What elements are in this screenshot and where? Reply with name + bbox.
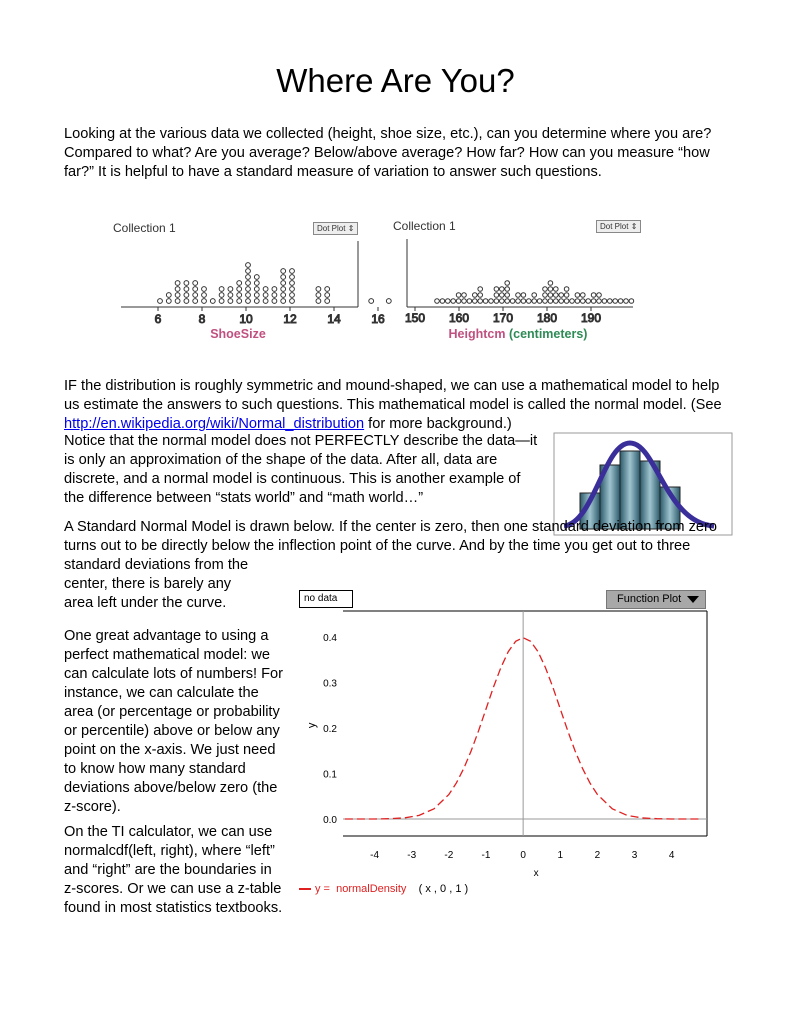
height-dot (456, 293, 461, 298)
height-dot (494, 293, 499, 298)
intro-paragraph: Looking at the various data we collected (height, shoe size, etc.), can you determine where you are? Compared to what? Are you average? Below/above average? How far? How can you measure “how far?” It is helpful to have a standard measure of variation to answer such questions. (64, 126, 712, 180)
shoesize-dot (281, 299, 286, 304)
height-dot (591, 293, 596, 298)
shoesize-dot (386, 299, 391, 304)
function-plot-panel (299, 590, 708, 895)
height-dot (554, 293, 559, 298)
shoesize-dot (281, 281, 286, 286)
y-tick-label: 0.4 (323, 633, 337, 645)
y-tick-label: 0.2 (323, 724, 337, 736)
height-dot (516, 299, 521, 304)
no-data-label: no data (299, 590, 353, 608)
standard-normal-paragraph-end: center, there is barely any area left under the curve. (64, 576, 232, 611)
height-dot (483, 299, 488, 304)
height-dot (613, 299, 618, 304)
x-tick-label: -3 (407, 850, 417, 861)
shoesize-dot (254, 299, 259, 304)
shoesize-dot (246, 275, 251, 280)
shoesize-dot (237, 281, 242, 286)
shoesize-dot (272, 287, 277, 292)
height-dot (500, 293, 505, 298)
shoesize-dot (219, 287, 224, 292)
shoesize-dot (193, 293, 198, 298)
height-dotplot (393, 217, 643, 344)
height-dot (473, 293, 478, 298)
shoesize-dot (246, 281, 251, 286)
height-dot (478, 299, 483, 304)
plot-type-dropdown[interactable]: Dot Plot ⇕ (596, 220, 641, 233)
shoesize-dot (237, 293, 242, 298)
height-dot (564, 293, 569, 298)
shoesize-tick-label: 14 (327, 312, 341, 326)
shoesize-dot (184, 293, 189, 298)
height-dot (494, 299, 499, 304)
height-dot (586, 299, 591, 304)
shoesize-dot (237, 287, 242, 292)
x-tick-label: 3 (631, 850, 638, 861)
height-tick-label: 170 (492, 311, 514, 325)
height-tick-label: 150 (404, 311, 426, 325)
height-dot (554, 287, 559, 292)
y-tick-label: 0.3 (323, 678, 337, 690)
shoesize-tick-label: 10 (239, 312, 253, 326)
height-dot (467, 299, 472, 304)
y-tick-label: 0.0 (323, 815, 337, 826)
shoesize-dot (290, 269, 295, 274)
height-tick-label: 160 (448, 311, 470, 325)
height-dot (505, 293, 510, 298)
height-dot (456, 299, 461, 304)
x-axis-label: x (533, 868, 539, 879)
height-dot (543, 287, 548, 292)
shoesize-dot (281, 275, 286, 280)
shoesize-dot (254, 293, 259, 298)
height-dot (564, 287, 569, 292)
height-dot (618, 299, 623, 304)
height-dot (543, 293, 548, 298)
normal-model-paragraph: IF the distribution is roughly symmetric and mound-shaped, we can use a mathematical model to help us estimate the answers to such questions. This mathematical model is called the normal model. (See http://en.wikipedia.org/wiki/Normal_distribution for more background.) (64, 378, 722, 432)
plot-type-dropdown[interactable]: Dot Plot ⇕ (313, 222, 358, 235)
height-dot (532, 299, 537, 304)
height-dot (494, 287, 499, 292)
shoesize-plot-area (113, 219, 385, 344)
height-dot (629, 299, 634, 304)
height-axis-unit: (centimeters) (508, 327, 588, 341)
shoesize-dot (272, 299, 277, 304)
height-dot (505, 281, 510, 286)
shoesize-dot (290, 287, 295, 292)
shoesize-dot (254, 281, 259, 286)
shoesize-dot (193, 287, 198, 292)
height-dot (510, 299, 515, 304)
x-tick-label: -2 (444, 850, 454, 861)
shoesize-tick-label: 6 (154, 312, 162, 326)
height-dot (548, 281, 553, 286)
shoesize-dot (210, 299, 215, 304)
height-dot (548, 287, 553, 292)
approximation-paragraph: Notice that the normal model does not PERFECTLY describe the data—it is only an approximation of the shape of the data. After all, data are discrete, and a normal model is continuous. This is another example of the difference between “stats world” and “math world…” (64, 433, 538, 506)
height-dot (602, 299, 607, 304)
shoesize-dot (202, 293, 207, 298)
shoesize-dot (228, 287, 233, 292)
shoesize-dot (175, 299, 180, 304)
shoesize-dot (316, 287, 321, 292)
shoesize-tick-label: 12 (283, 312, 297, 326)
shoesize-dot (166, 293, 171, 298)
height-dot (462, 293, 467, 298)
x-tick-label: 4 (668, 850, 675, 861)
shoesize-dot (263, 293, 268, 298)
shoesize-dot (237, 299, 242, 304)
shoesize-dot (175, 281, 180, 286)
shoesize-dot (281, 293, 286, 298)
shoesize-dot (184, 287, 189, 292)
height-dot (559, 299, 564, 304)
shoesize-dot (316, 293, 321, 298)
height-dot (521, 293, 526, 298)
legend-swatch (299, 888, 311, 890)
shoesize-dot (281, 269, 286, 274)
height-dot (608, 299, 613, 304)
height-dot (581, 299, 586, 304)
shoesize-dot (193, 299, 198, 304)
height-dot (500, 299, 505, 304)
height-dot (597, 293, 602, 298)
height-dot (505, 287, 510, 292)
shoesize-dot (290, 293, 295, 298)
y-tick-label: 0.1 (323, 769, 337, 781)
height-dot (564, 299, 569, 304)
height-dot (505, 299, 510, 304)
height-tick-label: 190 (580, 311, 602, 325)
standard-normal-paragraph: A Standard Normal Model is drawn below. If the center is zero, then one standard deviation from zero turns out to be directly below the inflection point of the curve. And by the time you get out to three standard deviations from the (64, 519, 718, 573)
collection-label: Collection 1 (393, 219, 456, 233)
shoesize-dot (166, 299, 171, 304)
height-dot (575, 299, 580, 304)
shoesize-dot (254, 287, 259, 292)
height-dot (462, 299, 467, 304)
shoesize-dot (202, 287, 207, 292)
height-dot (575, 293, 580, 298)
height-dot (435, 299, 440, 304)
height-dot (500, 287, 505, 292)
height-dot (473, 299, 478, 304)
x-tick-label: 0 (520, 850, 526, 861)
advantage-paragraph: One great advantage to using a perfect mathematical model: we can calculate lots of numbers! For instance, we can calculate the area (or percentage or probability or percentile) above or below any point on the x-axis. We just need to know how many standard deviations above/below zero (the z-score). (64, 628, 284, 815)
function-plot-chart (299, 590, 708, 879)
shoesize-dot (184, 299, 189, 304)
height-plot-area (393, 217, 643, 344)
shoesize-dot (316, 299, 321, 304)
height-dot (516, 293, 521, 298)
shoesize-dotplot (113, 219, 385, 344)
height-dot (548, 293, 553, 298)
shoesize-tick-label: 8 (198, 312, 206, 326)
height-dot (521, 299, 526, 304)
height-dot (624, 299, 629, 304)
shoesize-dot (290, 299, 295, 304)
shoesize-dot (228, 293, 233, 298)
height-dot (543, 299, 548, 304)
shoesize-dot (325, 293, 330, 298)
function-legend: y = normalDensity ( x , 0 , 1 ) (299, 883, 468, 895)
shoesize-dot (246, 263, 251, 268)
shoesize-dot (263, 287, 268, 292)
shoesize-dot (325, 287, 330, 292)
height-dot (440, 299, 445, 304)
shoesize-dot (184, 281, 189, 286)
shoesize-dot (254, 275, 259, 280)
height-dot (537, 299, 542, 304)
shoesize-dot (246, 293, 251, 298)
shoesize-axis-title: ShoeSize (210, 327, 266, 341)
x-tick-label: -4 (370, 850, 380, 861)
height-dot (548, 299, 553, 304)
height-dot (451, 299, 456, 304)
height-dot (532, 293, 537, 298)
shoesize-dot (290, 275, 295, 280)
wikipedia-link[interactable]: http://en.wikipedia.org/wiki/Normal_distribution (64, 416, 365, 432)
height-dot (554, 299, 559, 304)
height-dot (489, 299, 494, 304)
shoesize-dot (272, 293, 277, 298)
collection-label: Collection 1 (113, 221, 176, 235)
shoesize-dot (369, 299, 374, 304)
shoesize-dot (263, 299, 268, 304)
function-plot-menu[interactable]: Function Plot (606, 590, 706, 609)
page-title: Where Are You? (276, 62, 515, 99)
height-dot (591, 299, 596, 304)
shoesize-dot (219, 299, 224, 304)
x-tick-label: 1 (557, 850, 564, 861)
shoesize-dot (219, 293, 224, 298)
shoesize-dot (290, 281, 295, 286)
x-tick-label: -1 (481, 850, 491, 861)
calculator-paragraph: On the TI calculator, we can use normalcdf(left, right), where “left” and “right” are the boundaries in z-scores. Or we can use a z-table found in most statistics textbooks. (64, 824, 283, 916)
shoesize-dot (158, 299, 163, 304)
shoesize-dot (193, 281, 198, 286)
height-dot (597, 299, 602, 304)
shoesize-dot (246, 269, 251, 274)
y-axis-label: y (306, 722, 318, 729)
shoesize-dot (325, 299, 330, 304)
shoesize-dot (202, 299, 207, 304)
height-dot (478, 293, 483, 298)
shoesize-dot (246, 287, 251, 292)
height-dot (446, 299, 451, 304)
x-tick-label: 2 (594, 850, 601, 861)
height-axis-title: Heightcm (centimeters) (448, 327, 588, 341)
height-tick-label: 180 (536, 311, 558, 325)
height-dot (581, 293, 586, 298)
shoesize-tick-label: 16 (371, 312, 385, 326)
shoesize-dot (246, 299, 251, 304)
shoesize-dot (175, 293, 180, 298)
shoesize-dot (281, 287, 286, 292)
shoesize-dot (228, 299, 233, 304)
height-dot (570, 299, 575, 304)
shoesize-dot (175, 287, 180, 292)
height-dot (527, 299, 532, 304)
height-dot (478, 287, 483, 292)
height-dot (559, 293, 564, 298)
